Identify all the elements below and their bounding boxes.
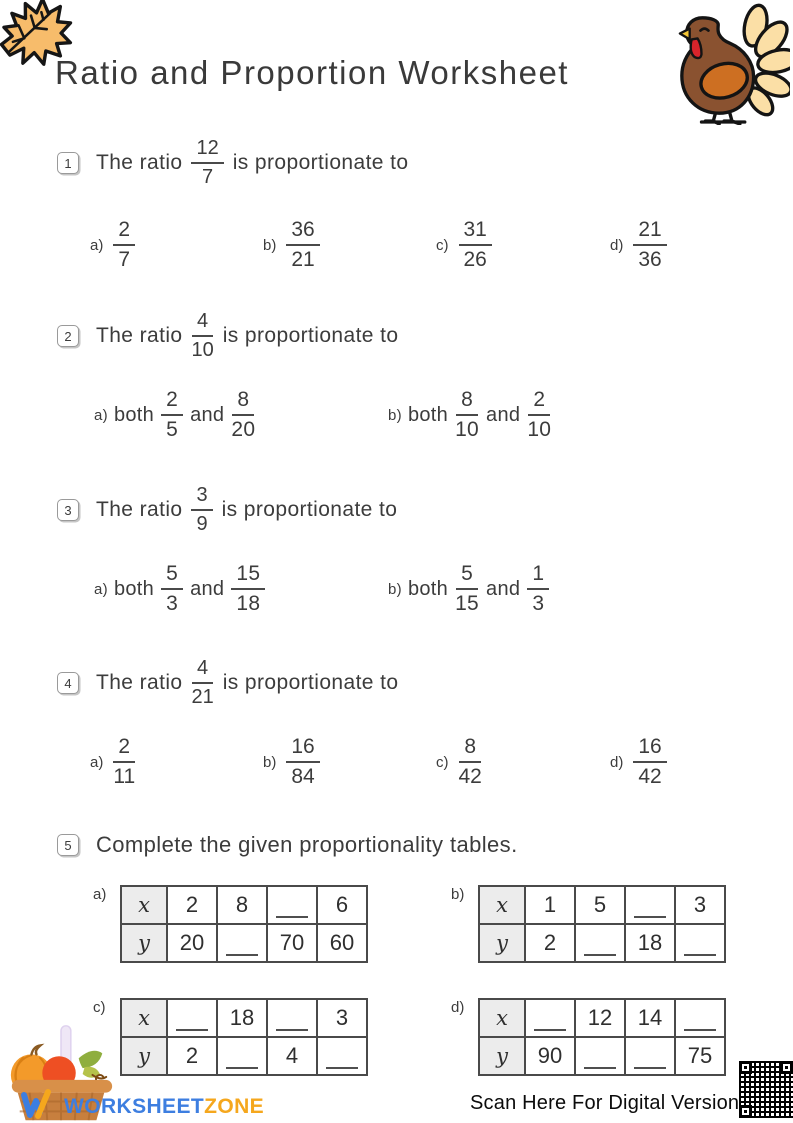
question-2-fraction: $\frac{4}{10}$ bbox=[191, 310, 214, 361]
table-c bbox=[120, 998, 368, 1076]
table-cell: 75 bbox=[675, 1037, 725, 1075]
option-fraction: $\frac{2}{7}$ bbox=[113, 218, 135, 272]
question-2-prefix: The ratio bbox=[96, 324, 183, 347]
option-fraction: $\frac{31}{26}$ bbox=[459, 218, 492, 272]
option-d: d) $\frac{21}{36}$ bbox=[610, 218, 669, 272]
table-cell: 1 bbox=[525, 886, 575, 924]
table-cell: 70 bbox=[267, 924, 317, 962]
table-cell bbox=[625, 1037, 675, 1075]
and-word: and bbox=[486, 577, 521, 600]
option-a: a) both $\frac{5}{3}$ and $\frac{15}{18}$ bbox=[94, 562, 272, 616]
qr-finder-icon bbox=[780, 1061, 793, 1074]
option-c: c) $\frac{8}{42}$ bbox=[436, 735, 482, 789]
y-header: y bbox=[121, 1037, 167, 1075]
table-a bbox=[120, 885, 368, 963]
y-header: y bbox=[479, 1037, 525, 1075]
table-cell bbox=[267, 886, 317, 924]
table-c-label: c) bbox=[93, 999, 106, 1016]
table-cell bbox=[575, 924, 625, 962]
option-fraction: $\frac{16}{84}$ bbox=[286, 735, 319, 789]
table-cell bbox=[217, 1037, 267, 1075]
question-4-suffix: is proportionate to bbox=[222, 671, 399, 694]
option-a: a) both $\frac{2}{5}$ and $\frac{8}{20}$ bbox=[94, 388, 256, 442]
question-4-prefix: The ratio bbox=[96, 671, 183, 694]
table-cell bbox=[575, 1037, 625, 1075]
x-header: x bbox=[479, 886, 525, 924]
table-cell bbox=[525, 999, 575, 1037]
y-header: y bbox=[121, 924, 167, 962]
question-4-fraction: $\frac{4}{21}$ bbox=[191, 657, 214, 708]
table-cell: 5 bbox=[575, 886, 625, 924]
question-3-prefix: The ratio bbox=[96, 498, 183, 521]
table-d-label: d) bbox=[451, 999, 465, 1016]
question-2-suffix: is proportionate to bbox=[222, 324, 399, 347]
table-cell: 3 bbox=[675, 886, 725, 924]
question-3 bbox=[57, 484, 397, 536]
page-title: Ratio and Proportion Worksheet bbox=[55, 54, 569, 91]
question-3-number: 3 bbox=[57, 499, 79, 521]
both-word: both bbox=[113, 403, 155, 426]
and-word: and bbox=[190, 577, 225, 600]
option-b: b) both $\frac{8}{10}$ and $\frac{2}{10}$ bbox=[388, 388, 552, 442]
question-4-number: 4 bbox=[57, 672, 79, 694]
table-cell: 8 bbox=[217, 886, 267, 924]
table-cell: 18 bbox=[217, 999, 267, 1037]
table-b-label: b) bbox=[451, 886, 465, 903]
x-header: x bbox=[121, 886, 167, 924]
table-cell: 60 bbox=[317, 924, 367, 962]
question-4 bbox=[57, 657, 398, 709]
turkey-icon bbox=[672, 2, 790, 130]
table-cell: 2 bbox=[167, 886, 217, 924]
option-fraction: $\frac{16}{42}$ bbox=[633, 735, 666, 789]
x-header: x bbox=[479, 999, 525, 1037]
table-cell: 20 bbox=[167, 924, 217, 962]
option-fraction: $\frac{36}{21}$ bbox=[286, 218, 319, 272]
option-d: d) $\frac{16}{42}$ bbox=[610, 735, 669, 789]
scan-here-text: Scan Here For Digital Version bbox=[470, 1092, 740, 1114]
question-1-prefix: The ratio bbox=[96, 151, 183, 174]
table-cell: 2 bbox=[167, 1037, 217, 1075]
both-word: both bbox=[407, 403, 449, 426]
table-cell: 4 bbox=[267, 1037, 317, 1075]
and-word: and bbox=[486, 403, 521, 426]
x-header: x bbox=[121, 999, 167, 1037]
question-3-fraction: $\frac{3}{9}$ bbox=[191, 484, 212, 536]
question-3-suffix: is proportionate to bbox=[221, 498, 398, 521]
table-a-label: a) bbox=[93, 886, 107, 903]
table-cell bbox=[167, 999, 217, 1037]
qr-code bbox=[739, 1061, 793, 1118]
question-2 bbox=[57, 310, 398, 362]
logo-text-worksheet: WORKSHEET bbox=[64, 1094, 205, 1118]
question-1 bbox=[57, 137, 408, 189]
and-word: and bbox=[190, 403, 225, 426]
table-cell bbox=[675, 999, 725, 1037]
table-cell: 12 bbox=[575, 999, 625, 1037]
question-1-suffix: is proportionate to bbox=[232, 151, 409, 174]
table-b bbox=[478, 885, 726, 963]
question-2-number: 2 bbox=[57, 325, 79, 347]
logo-w-icon bbox=[20, 1088, 58, 1123]
option-fraction: $\frac{21}{36}$ bbox=[633, 218, 666, 272]
table-cell: 3 bbox=[317, 999, 367, 1037]
table-cell bbox=[675, 924, 725, 962]
table-cell: 18 bbox=[625, 924, 675, 962]
question-5-text: Complete the given proportionality tables. bbox=[96, 832, 518, 857]
question-1-fraction: $\frac{12}{7}$ bbox=[191, 137, 223, 189]
option-a: a) $\frac{2}{11}$ bbox=[90, 735, 136, 789]
table-d bbox=[478, 998, 726, 1076]
option-fraction: $\frac{2}{11}$ bbox=[113, 735, 136, 789]
question-5-number: 5 bbox=[57, 834, 79, 856]
option-c: c) $\frac{31}{26}$ bbox=[436, 218, 494, 272]
qr-finder-icon bbox=[739, 1061, 752, 1074]
table-cell bbox=[625, 886, 675, 924]
table-cell bbox=[217, 924, 267, 962]
both-word: both bbox=[113, 577, 155, 600]
option-a: a) $\frac{2}{7}$ bbox=[90, 218, 137, 272]
both-word: both bbox=[407, 577, 449, 600]
y-header: y bbox=[479, 924, 525, 962]
worksheet-zone-logo[interactable] bbox=[20, 1088, 264, 1123]
table-cell: 2 bbox=[525, 924, 575, 962]
question-1-number: 1 bbox=[57, 152, 79, 174]
question-5 bbox=[57, 832, 518, 858]
logo-text-zone: ZONE bbox=[204, 1094, 265, 1118]
qr-finder-icon bbox=[739, 1105, 752, 1118]
table-cell: 14 bbox=[625, 999, 675, 1037]
table-cell: 6 bbox=[317, 886, 367, 924]
option-fraction: $\frac{8}{42}$ bbox=[458, 735, 482, 789]
table-cell bbox=[267, 999, 317, 1037]
option-b: b) $\frac{16}{84}$ bbox=[263, 735, 322, 789]
option-b: b) $\frac{36}{21}$ bbox=[263, 218, 322, 272]
table-cell bbox=[317, 1037, 367, 1075]
table-cell: 90 bbox=[525, 1037, 575, 1075]
option-b: b) both $\frac{5}{15}$ and $\frac{1}{3}$ bbox=[388, 562, 556, 616]
